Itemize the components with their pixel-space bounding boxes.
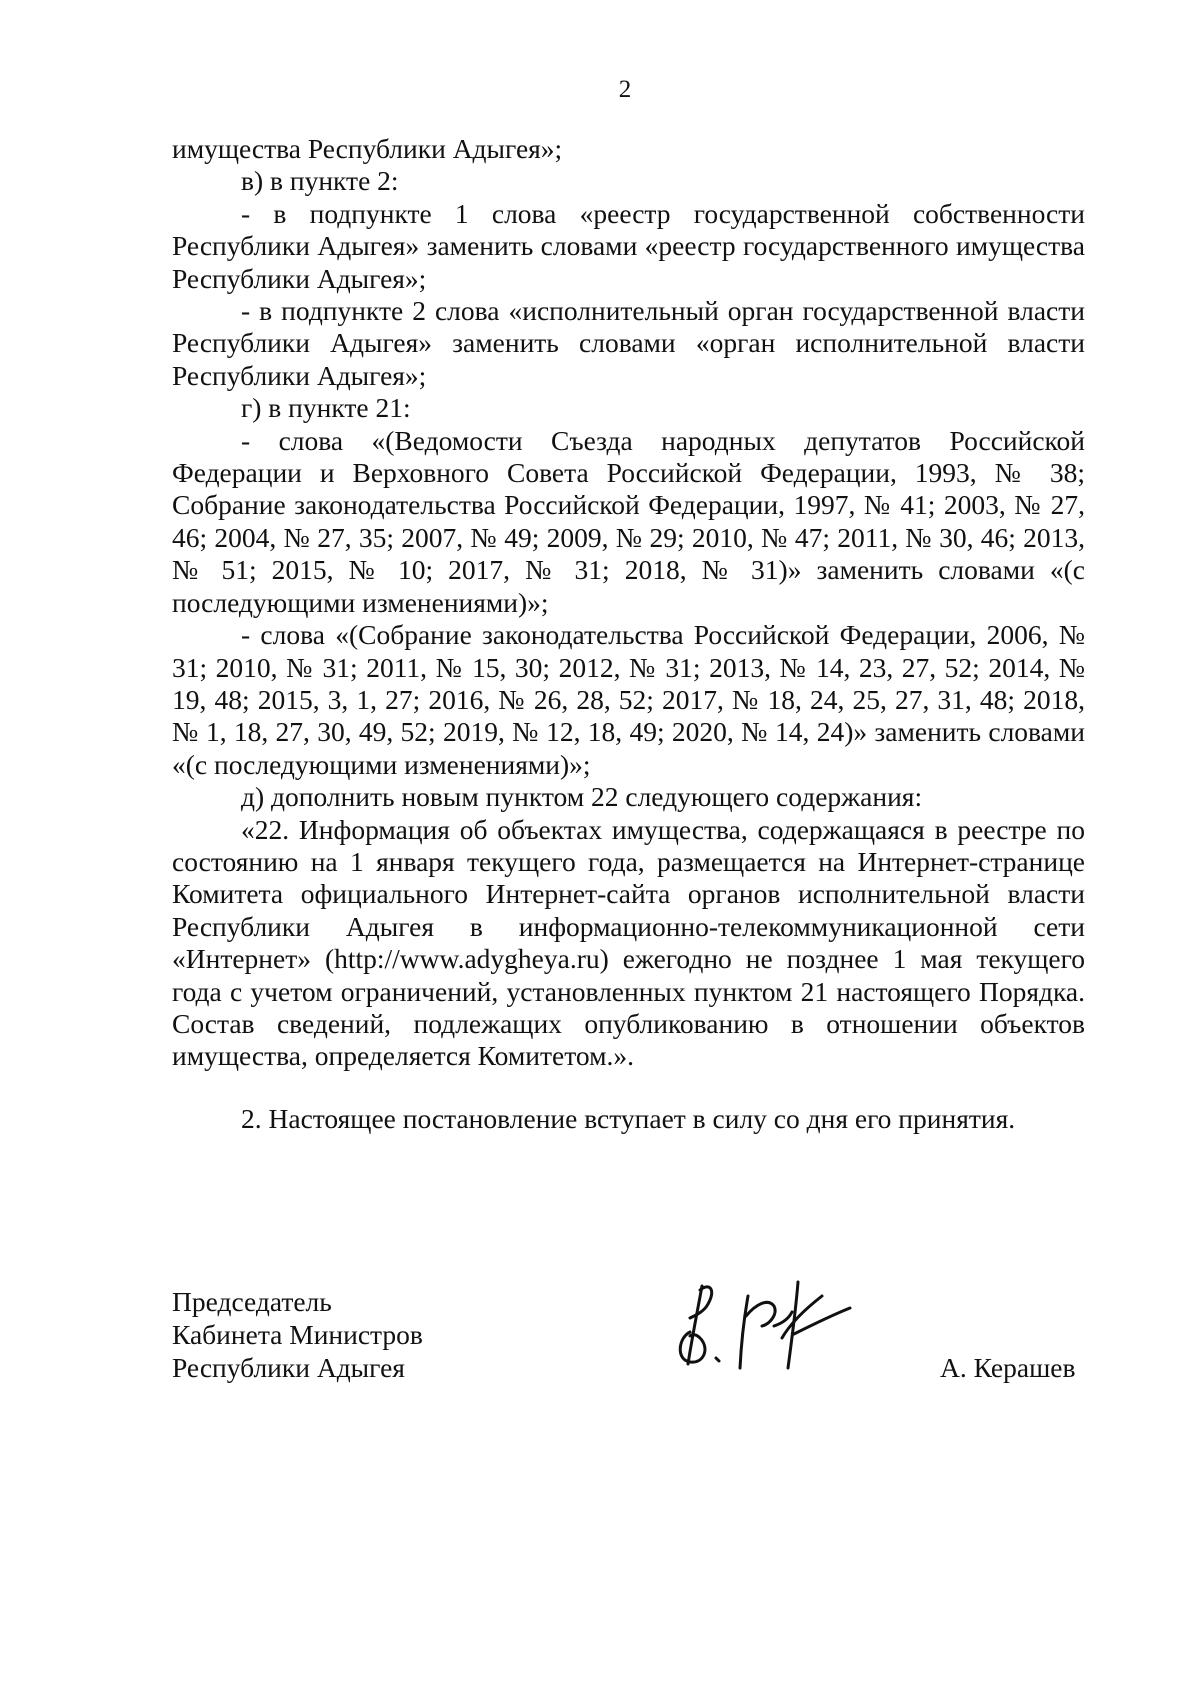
signatory-title-line: Председатель <box>172 1286 332 1317</box>
signatory-title-line: Кабинета Министров <box>172 1319 423 1350</box>
signatory-name: А. Керашев <box>940 1352 1076 1383</box>
signatory-title <box>172 1285 423 1384</box>
paragraph: - в подпункте 2 слова «исполнительный орган государственной власти Республики Адыгея» заменить словами «орган исполнительной власти Республики Адыгея»; <box>172 295 1085 391</box>
paragraph: д) дополнить новым пунктом 22 следующего содержания: <box>241 781 923 813</box>
paragraph: - слова «(Ведомости Съезда народных депутатов Российской Федерации и Верховного Совета Российской Федерации, 1993, № 38; Собрание законодательства Российской Федерации, 1997, № 41; 2003, № 27, 46; 2004, № 27, 35; 2007, № 49; 2009, № 29; 2010, № 47; 2011, № 30, 46; 2013, № 51; 2015, № 10; 2017, № 31; 2018, № 31)» заменить словами «(с последующими изменениями)»; <box>172 424 1085 618</box>
handwritten-signature <box>670 1268 860 1378</box>
document-body <box>172 133 1085 1135</box>
paragraph-spacer <box>172 1073 1085 1103</box>
paragraph: «22. Информация об объектах имущества, содержащаяся в реестре по состоянию на 1 января текущего года, размещается на Интернет-странице Комитета официального Интернет-сайта органов исполнительной власти Республики Адыгея в информационно-телекоммуникационной сети «Интернет» (http://www.adygheya.ru) ежегодно не позднее 1 мая текущего года с учетом ограничений, установленных пунктом 21 настоящего Порядка. Состав сведений, подлежащих опубликованию в отношении объектов имущества, определяется Комитетом.». <box>172 813 1085 1072</box>
final-clause: 2. Настоящее постановление вступает в силу со дня его принятия. <box>241 1102 1016 1134</box>
paragraph: имущества Республики Адыгея»; <box>172 133 563 164</box>
page-number: 2 <box>618 76 632 103</box>
paragraph: - слова «(Собрание законодательства Российской Федерации, 2006, № 31; 2010, № 31; 2011, № 15, 30; 2012, № 31; 2013, № 14, 23, 27, 52; 2014, № 19, 48; 2015, 3, 1, 27; 2016, № 26, 28, 52; 2017, № 18, 24, 25, 27, 31, 48; 2018, № 1, 18, 27, 30, 49, 52; 2019, № 12, 18, 49; 2020, № 14, 24)» заменить словами «(с последующими изменениями)»; <box>172 619 1085 780</box>
paragraph: - в подпункте 1 слова «реестр государственной собственности Республики Адыгея» заменить словами «реестр государственного имущества Республики Адыгея»; <box>172 197 1085 294</box>
paragraph: в) в пункте 2: <box>241 165 399 197</box>
signatory-title-line: Республики Адыгея <box>172 1352 405 1383</box>
paragraph: г) в пункте 21: <box>241 392 411 424</box>
